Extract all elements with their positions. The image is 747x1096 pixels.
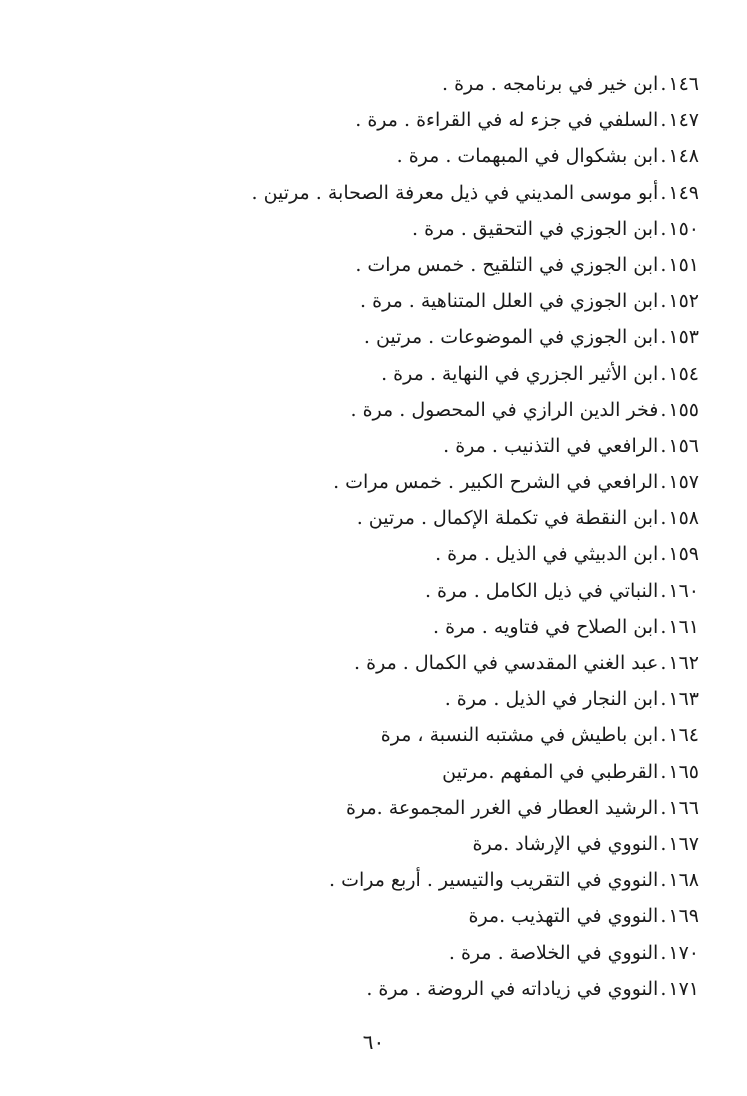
- entry-number: ١٥٨: [668, 507, 699, 530]
- entry-text: ابن الدبيثي في الذيل . مرة .: [435, 543, 659, 566]
- entry-separator: .: [660, 398, 667, 421]
- entry-separator: .: [660, 543, 667, 566]
- entry-text: ابن الصلاح في فتاويه . مرة .: [433, 615, 659, 638]
- entry-separator: .: [660, 507, 667, 530]
- entry-number: ١٥٩: [668, 543, 699, 566]
- entry-separator: .: [660, 145, 667, 168]
- entry-text: ابن النجار في الذيل . مرة .: [444, 688, 659, 711]
- list-item: [99, 175, 699, 211]
- entry-separator: .: [660, 977, 667, 1000]
- entry-text: عبد الغني المقدسي في الكمال . مرة .: [354, 652, 659, 674]
- list-item: [99, 790, 699, 826]
- entry-separator: .: [660, 253, 667, 276]
- entry-number: ١٥٧: [668, 471, 699, 494]
- list-item: [99, 935, 699, 971]
- entry-list: [99, 66, 699, 1007]
- list-item: [99, 247, 699, 283]
- entry-text: ابن خير في برنامجه . مرة .: [442, 73, 659, 95]
- entry-number: ١٥٦: [668, 434, 699, 457]
- list-item: [99, 898, 699, 934]
- entry-number: ١٦٨: [668, 869, 699, 892]
- list-item: [99, 464, 699, 500]
- entry-text: النووي في التقريب والتيسير . أربع مرات .: [328, 869, 659, 892]
- entry-number: ١٦٥: [668, 760, 699, 783]
- entry-text: الرافعي في التذنيب . مرة .: [443, 434, 659, 457]
- entry-separator: .: [660, 760, 667, 783]
- entry-number: ١٥٠: [668, 217, 699, 240]
- entry-number: ١٧١: [668, 977, 699, 1000]
- entry-text: القرطبي في المفهم .مرتين: [442, 760, 659, 783]
- entry-separator: .: [660, 326, 667, 349]
- entry-number: ١٥٣: [668, 326, 699, 349]
- page-number: ٦٠: [362, 1030, 385, 1054]
- entry-separator: .: [660, 688, 667, 711]
- list-item: [99, 971, 699, 1007]
- entry-separator: .: [660, 434, 667, 457]
- entry-number: ١٦٩: [668, 905, 699, 928]
- entry-separator: .: [660, 471, 667, 494]
- entry-number: ١٥٢: [668, 290, 699, 313]
- entry-text: ابن النقطة في تكملة الإكمال . مرتين .: [356, 507, 659, 530]
- list-item: [99, 645, 699, 681]
- entry-text: ابن الجوزي في التلقيح . خمس مرات .: [355, 253, 659, 276]
- entry-separator: .: [660, 832, 667, 855]
- list-item: [99, 283, 699, 319]
- entry-text: ابن بشكوال في المبهمات . مرة .: [396, 145, 659, 168]
- entry-separator: .: [660, 217, 667, 240]
- entry-separator: .: [660, 181, 667, 204]
- list-item: [99, 754, 699, 790]
- entry-separator: .: [660, 615, 667, 638]
- list-item: [99, 573, 699, 609]
- entry-number: ١٦٧: [668, 832, 699, 855]
- entry-text: السلفي في جزء له في القراءة . مرة .: [355, 109, 659, 132]
- entry-text: النباتي في ذيل الكامل . مرة .: [424, 579, 659, 602]
- entry-number: ١٦١: [668, 615, 699, 638]
- entry-number: ١٦٤: [668, 724, 699, 747]
- entry-separator: .: [660, 290, 667, 313]
- entry-number: ١٦٣: [668, 688, 699, 711]
- entry-separator: .: [660, 869, 667, 892]
- entry-text: ابن الجوزي في العلل المتناهية . مرة .: [360, 290, 659, 313]
- list-item: [99, 609, 699, 645]
- list-item: [99, 428, 699, 464]
- entry-text: النووي في الإرشاد .مرة: [472, 832, 659, 855]
- entry-separator: .: [660, 109, 667, 132]
- entry-separator: .: [660, 362, 667, 385]
- entry-separator: .: [660, 941, 667, 964]
- list-item: [99, 500, 699, 536]
- list-item: [99, 392, 699, 428]
- entry-number: ١٤٩: [668, 181, 699, 204]
- entry-text: النووي في زياداته في الروضة . مرة .: [366, 977, 659, 1000]
- entry-number: ١٦٢: [668, 652, 699, 674]
- entry-number: ١٥٤: [668, 362, 699, 385]
- entry-text: الرافعي في الشرح الكبير . خمس مرات .: [333, 471, 659, 494]
- entry-text: الرشيد العطار في الغرر المجموعة .مرة: [346, 796, 659, 819]
- entry-number: ١٥٥: [668, 398, 699, 421]
- entry-text: ابن الجوزي في التحقيق . مرة .: [411, 217, 659, 240]
- entry-separator: .: [660, 724, 667, 747]
- entry-text: ابن الجوزي في الموضوعات . مرتين .: [363, 326, 659, 349]
- entry-number: ١٤٨: [668, 145, 699, 168]
- entry-text: ابن باطيش في مشتبه النسبة ، مرة: [380, 724, 659, 747]
- entry-number: ١٧٠: [668, 941, 699, 964]
- entry-number: ١٤٦: [668, 73, 699, 95]
- list-item: [99, 356, 699, 392]
- entry-number: ١٦٠: [668, 579, 699, 602]
- list-item: [99, 319, 699, 355]
- entry-text: النووي في الخلاصة . مرة .: [448, 941, 659, 964]
- list-item: [99, 862, 699, 898]
- entry-separator: .: [660, 73, 667, 95]
- list-item: [99, 102, 699, 138]
- entry-separator: .: [660, 905, 667, 928]
- entry-text: أبو موسى المديني في ذيل معرفة الصحابة . مرتين .: [251, 181, 659, 204]
- entry-text: النووي في التهذيب .مرة: [468, 905, 659, 928]
- list-item: [99, 826, 699, 862]
- list-item: [99, 717, 699, 753]
- entry-separator: .: [660, 796, 667, 819]
- list-item: [99, 66, 699, 102]
- entry-number: ١٦٦: [668, 796, 699, 819]
- list-item: [99, 138, 699, 174]
- list-item: [99, 681, 699, 717]
- entry-text: ابن الأثير الجزري في النهاية . مرة .: [381, 362, 659, 385]
- entry-text: فخر الدين الرازي في المحصول . مرة .: [350, 398, 659, 421]
- entry-separator: .: [660, 652, 667, 674]
- entry-number: ١٤٧: [668, 109, 699, 132]
- entry-number: ١٥١: [668, 253, 699, 276]
- entry-separator: .: [660, 579, 667, 602]
- list-item: [99, 211, 699, 247]
- list-item: [99, 536, 699, 572]
